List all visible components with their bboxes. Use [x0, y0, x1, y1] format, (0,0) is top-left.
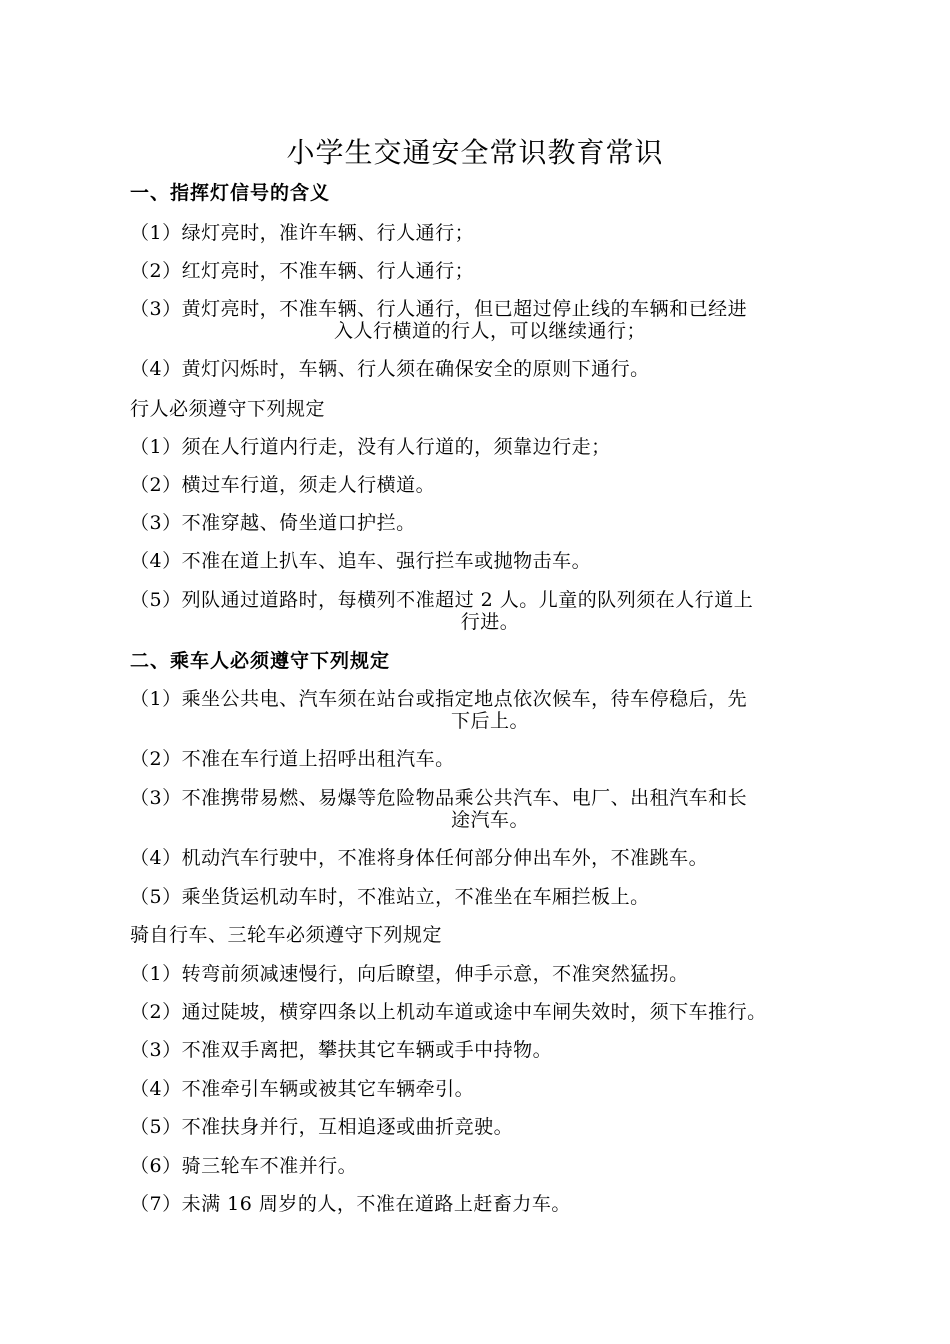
list-item: （6）骑三轮车不准并行。 [130, 1155, 358, 1177]
list-item: （3）不准双手离把，攀扶其它车辆或手中持物。 [130, 1039, 553, 1061]
list-item: （5）乘坐货运机动车时，不准站立，不准坐在车厢拦板上。 [130, 886, 650, 908]
list-item: （2）横过车行道，须走人行横道。 [130, 474, 436, 496]
list-item: （5）不准扶身并行，互相追逐或曲折竞驶。 [130, 1116, 514, 1138]
section-heading-pedestrians: 行人必须遵守下列规定 [130, 398, 326, 420]
section-heading-cyclists: 骑自行车、三轮车必须遵守下列规定 [130, 924, 443, 946]
list-item: （4）黄灯闪烁时，车辆、行人须在确保安全的原则下通行。 [130, 358, 650, 380]
section-heading-signal-lights: 一、指挥灯信号的含义 [130, 182, 331, 204]
list-item: （4）机动汽车行驶中，不准将身体任何部分伸出车外，不准跳车。 [130, 847, 709, 869]
list-item: （3）黄灯亮时，不准车辆、行人通行，但已超过停止线的车辆和已经进 [130, 298, 748, 320]
list-item-continuation: 入人行横道的行人，可以继续通行； [333, 320, 646, 342]
list-item: （3）不准携带易燃、易爆等危险物品乘公共汽车、电厂、出租汽车和长 [130, 787, 748, 809]
list-item: （4）不准牵引车辆或被其它车辆牵引。 [130, 1078, 475, 1100]
list-item: （1）乘坐公共电、汽车须在站台或指定地点依次候车，待车停稳后，先 [130, 688, 748, 710]
list-item-continuation: 途汽车。 [450, 809, 529, 831]
list-item: （3）不准穿越、倚坐道口护拦。 [130, 512, 416, 534]
document-title: 小学生交通安全常识教育常识 [286, 136, 664, 169]
list-item: （1）绿灯亮时，准许车辆、行人通行； [130, 222, 475, 244]
list-item: （2）通过陡坡，横穿四条以上机动车道或途中车闸失效时，须下车推行。 [130, 1001, 767, 1023]
list-item: （2）不准在车行道上招呼出租汽车。 [130, 748, 455, 770]
list-item-continuation: 下后上。 [450, 710, 529, 732]
list-item-continuation: 行进。 [460, 611, 520, 633]
list-item: （7）未满 16 周岁的人，不准在道路上赶畜力车。 [130, 1193, 571, 1215]
list-item: （1）转弯前须减速慢行，向后瞭望，伸手示意，不准突然猛拐。 [130, 963, 689, 985]
list-item: （4）不准在道上扒车、追车、强行拦车或抛物击车。 [130, 550, 592, 572]
list-item: （5）列队通过道路时，每横列不准超过 2 人。儿童的队列须在人行道上 [130, 589, 754, 611]
section-heading-passengers: 二、乘车人必须遵守下列规定 [130, 650, 391, 672]
list-item: （2）红灯亮时，不准车辆、行人通行； [130, 260, 475, 282]
list-item: （1）须在人行道内行走，没有人行道的，须靠边行走； [130, 436, 611, 458]
